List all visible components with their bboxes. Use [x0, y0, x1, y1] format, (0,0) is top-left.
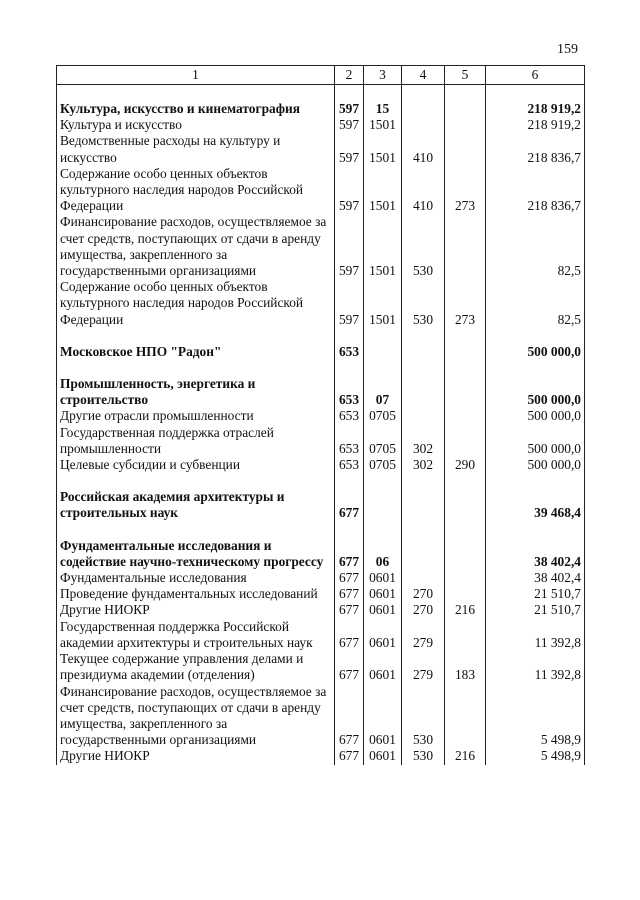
- code-5-cell: [445, 586, 486, 602]
- empty-cell: [335, 85, 364, 102]
- table-row: [57, 166, 585, 215]
- page-number: 159: [557, 42, 578, 57]
- item-name-cell: Фундаментальные исследования и содействие научно-техническому прогрессу: [57, 538, 335, 570]
- code-5-cell: [445, 538, 486, 570]
- empty-cell: [402, 360, 445, 376]
- amount-cell: 218 919,2: [486, 101, 585, 117]
- code-3-cell: 0601: [364, 651, 402, 683]
- code-5-cell: [445, 214, 486, 279]
- column-header: 3: [364, 66, 402, 85]
- code-3-cell: [364, 344, 402, 360]
- empty-cell: [57, 522, 335, 538]
- item-name-cell: Текущее содержание управления делами и президиума академии (отделения): [57, 651, 335, 683]
- amount-cell: 11 392,8: [486, 619, 585, 651]
- code-4-cell: [402, 489, 445, 521]
- code-2-cell: 653: [335, 344, 364, 360]
- item-name-cell: Финансирование расходов, осуществляемое за счет средств, поступающих от сдачи в аренду имущества, закрепленного за государственными организациями: [57, 214, 335, 279]
- amount-cell: 218 836,7: [486, 133, 585, 165]
- code-3-cell: 0705: [364, 408, 402, 424]
- table-header-row: [57, 66, 585, 85]
- code-3-cell: 0601: [364, 602, 402, 618]
- empty-cell: [335, 473, 364, 489]
- code-2-cell: 677: [335, 586, 364, 602]
- spacer-row: [57, 522, 585, 538]
- item-name-cell: Проведение фундаментальных исследований: [57, 586, 335, 602]
- code-4-cell: 530: [402, 684, 445, 749]
- amount-cell: 5 498,9: [486, 748, 585, 764]
- code-3-cell: 1501: [364, 133, 402, 165]
- empty-cell: [335, 360, 364, 376]
- section-row: [57, 489, 585, 521]
- code-5-cell: 290: [445, 457, 486, 473]
- table-row: [57, 570, 585, 586]
- code-5-cell: [445, 619, 486, 651]
- amount-cell: 11 392,8: [486, 651, 585, 683]
- code-2-cell: 597: [335, 279, 364, 328]
- code-5-cell: [445, 376, 486, 408]
- amount-cell: 500 000,0: [486, 408, 585, 424]
- empty-cell: [486, 473, 585, 489]
- code-5-cell: [445, 425, 486, 457]
- empty-cell: [57, 473, 335, 489]
- code-5-cell: [445, 570, 486, 586]
- code-5-cell: 216: [445, 748, 486, 764]
- empty-cell: [57, 360, 335, 376]
- empty-cell: [486, 328, 585, 344]
- code-4-cell: [402, 570, 445, 586]
- code-3-cell: 06: [364, 538, 402, 570]
- code-4-cell: [402, 344, 445, 360]
- code-5-cell: 273: [445, 166, 486, 215]
- code-3-cell: 07: [364, 376, 402, 408]
- table-row: [57, 133, 585, 165]
- code-4-cell: [402, 101, 445, 117]
- empty-cell: [402, 522, 445, 538]
- code-4-cell: 530: [402, 214, 445, 279]
- code-2-cell: 597: [335, 166, 364, 215]
- empty-cell: [445, 85, 486, 102]
- amount-cell: 218 836,7: [486, 166, 585, 215]
- section-row: [57, 538, 585, 570]
- code-4-cell: [402, 408, 445, 424]
- table-row: [57, 408, 585, 424]
- item-name-cell: Государственная поддержка отраслей промышленности: [57, 425, 335, 457]
- table-row: [57, 586, 585, 602]
- code-3-cell: 0705: [364, 457, 402, 473]
- code-3-cell: 1501: [364, 279, 402, 328]
- table-row: [57, 684, 585, 749]
- code-3-cell: 1501: [364, 166, 402, 215]
- code-4-cell: 302: [402, 425, 445, 457]
- item-name-cell: Московское НПО "Радон": [57, 344, 335, 360]
- amount-cell: 82,5: [486, 279, 585, 328]
- code-2-cell: 653: [335, 408, 364, 424]
- column-header: 4: [402, 66, 445, 85]
- code-4-cell: [402, 117, 445, 133]
- amount-cell: 21 510,7: [486, 602, 585, 618]
- table-row: [57, 748, 585, 764]
- empty-cell: [364, 522, 402, 538]
- table-row: [57, 214, 585, 279]
- code-3-cell: 0601: [364, 586, 402, 602]
- budget-table: [56, 65, 585, 765]
- code-2-cell: 677: [335, 570, 364, 586]
- empty-cell: [445, 522, 486, 538]
- empty-cell: [364, 473, 402, 489]
- column-header: 6: [486, 66, 585, 85]
- code-5-cell: [445, 344, 486, 360]
- section-row: [57, 101, 585, 117]
- column-header: 2: [335, 66, 364, 85]
- table-row: [57, 279, 585, 328]
- code-2-cell: 677: [335, 619, 364, 651]
- empty-cell: [402, 85, 445, 102]
- amount-cell: 5 498,9: [486, 684, 585, 749]
- code-4-cell: 279: [402, 619, 445, 651]
- empty-cell: [57, 328, 335, 344]
- spacer-row: [57, 360, 585, 376]
- empty-cell: [486, 360, 585, 376]
- empty-cell: [364, 328, 402, 344]
- code-4-cell: [402, 538, 445, 570]
- code-4-cell: 270: [402, 586, 445, 602]
- item-name-cell: Промышленность, энергетика и строительство: [57, 376, 335, 408]
- empty-cell: [445, 473, 486, 489]
- code-2-cell: 653: [335, 457, 364, 473]
- code-3-cell: 1501: [364, 214, 402, 279]
- code-3-cell: 15: [364, 101, 402, 117]
- code-5-cell: [445, 684, 486, 749]
- column-header: 1: [57, 66, 335, 85]
- amount-cell: 21 510,7: [486, 586, 585, 602]
- code-2-cell: 677: [335, 489, 364, 521]
- item-name-cell: Культура, искусство и кинематография: [57, 101, 335, 117]
- item-name-cell: Другие отрасли промышленности: [57, 408, 335, 424]
- code-3-cell: 0705: [364, 425, 402, 457]
- amount-cell: 39 468,4: [486, 489, 585, 521]
- code-4-cell: 530: [402, 748, 445, 764]
- item-name-cell: Финансирование расходов, осуществляемое за счет средств, поступающих от сдачи в аренду имущества, закрепленного за государственными организациями: [57, 684, 335, 749]
- table-row: [57, 602, 585, 618]
- empty-cell: [445, 328, 486, 344]
- item-name-cell: Содержание особо ценных объектов культурного наследия народов Российской Федерации: [57, 166, 335, 215]
- spacer-row: [57, 473, 585, 489]
- amount-cell: 38 402,4: [486, 538, 585, 570]
- amount-cell: 500 000,0: [486, 376, 585, 408]
- code-3-cell: [364, 489, 402, 521]
- spacer-row: [57, 328, 585, 344]
- table-row: [57, 425, 585, 457]
- code-2-cell: 597: [335, 101, 364, 117]
- code-3-cell: 1501: [364, 117, 402, 133]
- code-2-cell: 677: [335, 748, 364, 764]
- item-name-cell: Содержание особо ценных объектов культурного наследия народов Российской Федерации: [57, 279, 335, 328]
- empty-cell: [57, 85, 335, 102]
- table-body: [57, 85, 585, 765]
- empty-cell: [486, 85, 585, 102]
- empty-cell: [335, 522, 364, 538]
- code-2-cell: 677: [335, 684, 364, 749]
- code-2-cell: 597: [335, 214, 364, 279]
- code-2-cell: 653: [335, 376, 364, 408]
- table-row: [57, 117, 585, 133]
- code-2-cell: 653: [335, 425, 364, 457]
- code-4-cell: 410: [402, 133, 445, 165]
- empty-cell: [486, 522, 585, 538]
- table-row: [57, 651, 585, 683]
- item-name-cell: Культура и искусство: [57, 117, 335, 133]
- code-4-cell: 302: [402, 457, 445, 473]
- item-name-cell: Российская академия архитектуры и строительных наук: [57, 489, 335, 521]
- table-row: [57, 619, 585, 651]
- code-2-cell: 677: [335, 538, 364, 570]
- code-2-cell: 597: [335, 133, 364, 165]
- spacer-row: [57, 85, 585, 102]
- empty-cell: [335, 328, 364, 344]
- code-3-cell: 0601: [364, 748, 402, 764]
- code-3-cell: 0601: [364, 570, 402, 586]
- amount-cell: 218 919,2: [486, 117, 585, 133]
- code-5-cell: 273: [445, 279, 486, 328]
- item-name-cell: Ведомственные расходы на культуру и искусство: [57, 133, 335, 165]
- section-row: [57, 376, 585, 408]
- section-row: [57, 344, 585, 360]
- code-2-cell: 677: [335, 651, 364, 683]
- code-2-cell: 597: [335, 117, 364, 133]
- column-header: 5: [445, 66, 486, 85]
- code-5-cell: [445, 133, 486, 165]
- code-4-cell: 279: [402, 651, 445, 683]
- empty-cell: [364, 85, 402, 102]
- code-5-cell: [445, 101, 486, 117]
- item-name-cell: Другие НИОКР: [57, 602, 335, 618]
- code-3-cell: 0601: [364, 684, 402, 749]
- empty-cell: [445, 360, 486, 376]
- code-4-cell: 270: [402, 602, 445, 618]
- amount-cell: 500 000,0: [486, 457, 585, 473]
- empty-cell: [364, 360, 402, 376]
- code-4-cell: 530: [402, 279, 445, 328]
- empty-cell: [402, 473, 445, 489]
- code-2-cell: 677: [335, 602, 364, 618]
- amount-cell: 38 402,4: [486, 570, 585, 586]
- code-5-cell: [445, 117, 486, 133]
- item-name-cell: Другие НИОКР: [57, 748, 335, 764]
- code-4-cell: [402, 376, 445, 408]
- amount-cell: 500 000,0: [486, 344, 585, 360]
- amount-cell: 500 000,0: [486, 425, 585, 457]
- item-name-cell: Государственная поддержка Российской академии архитектуры и строительных наук: [57, 619, 335, 651]
- amount-cell: 82,5: [486, 214, 585, 279]
- code-5-cell: [445, 408, 486, 424]
- empty-cell: [402, 328, 445, 344]
- code-5-cell: 216: [445, 602, 486, 618]
- table-row: [57, 457, 585, 473]
- code-5-cell: [445, 489, 486, 521]
- code-3-cell: 0601: [364, 619, 402, 651]
- code-4-cell: 410: [402, 166, 445, 215]
- code-5-cell: 183: [445, 651, 486, 683]
- item-name-cell: Целевые субсидии и субвенции: [57, 457, 335, 473]
- item-name-cell: Фундаментальные исследования: [57, 570, 335, 586]
